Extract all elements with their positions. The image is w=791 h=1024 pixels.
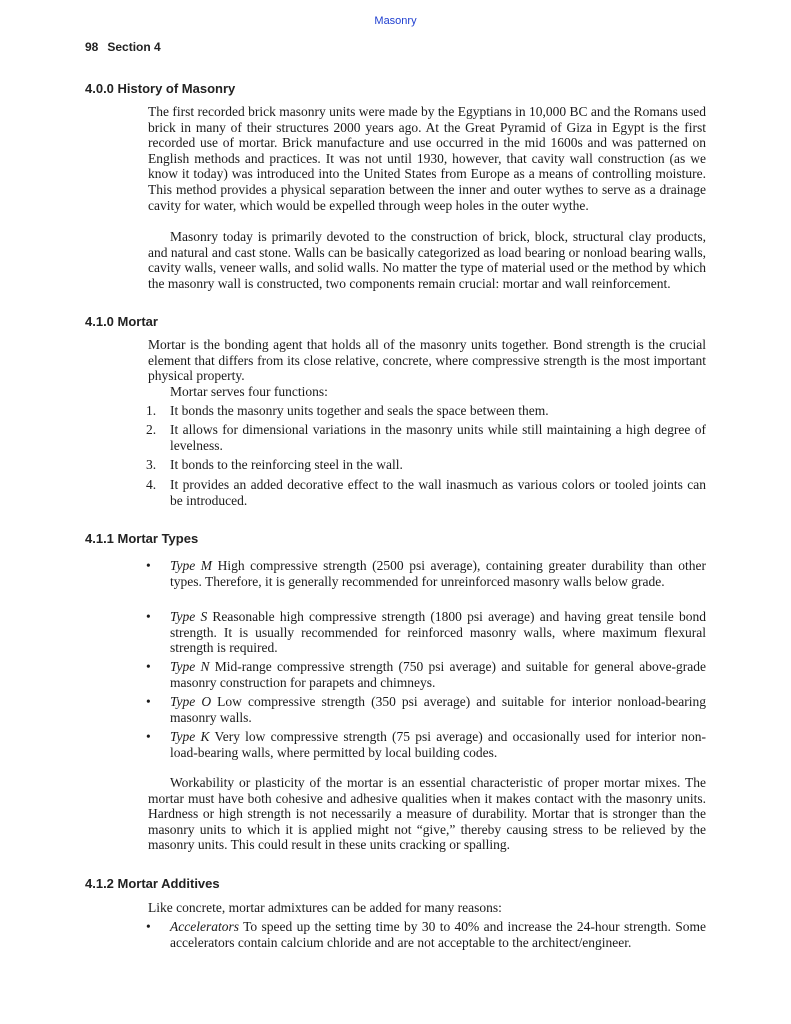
page-number: 98 xyxy=(85,40,99,54)
mortar-type-item xyxy=(146,694,706,725)
heading-mortar-types: 4.1.1 Mortar Types xyxy=(85,531,199,546)
list-item-text: It provides an added decorative effect to the wall inasmuch as various colors or tooled joints can be introduced. xyxy=(170,477,706,508)
list-item-number: 2. xyxy=(146,422,157,437)
list-item-text: It bonds the masonry units together and seals the space between them. xyxy=(170,403,549,418)
mortar-type-term: Type K xyxy=(170,729,210,744)
mortar-type-description: Reasonable high compressive strength (1800 psi average) and having great tensile bond strength. It is usually recommended for reinforced masonry walls, where maximum flexural strength is required. xyxy=(170,609,706,656)
running-head: Masonry xyxy=(374,15,417,27)
heading-mortar: 4.1.0 Mortar xyxy=(85,314,158,329)
mortar-type-term: Type O xyxy=(170,694,212,709)
workability-paragraph: Workability or plasticity of the mortar is an essential characteristic of proper mortar mixes. The mortar must have both cohesive and adhesive qualities when it makes contact with the masonry units. Hardness or high strength is not necessarily a measure of durability. Mortar that is stronger than the masonry units to which it is applied might not “give,” thereby causing stress to be relieved by the masonry units. This could result in these units cracking or spalling. xyxy=(148,775,706,853)
list-item-text: It allows for dimensional variations in the masonry units while still maintaining a high degree of levelness. xyxy=(170,422,706,453)
bullet: • xyxy=(146,558,151,573)
mortar-type-item xyxy=(146,558,706,589)
list-item xyxy=(146,403,706,419)
folio xyxy=(85,40,161,54)
mortar-type-item xyxy=(146,659,706,690)
mortar-type-term: Type N xyxy=(170,659,210,674)
mortar-type-item xyxy=(146,729,706,760)
list-item xyxy=(146,477,706,508)
bullet: • xyxy=(146,609,151,624)
mortar-type-term: Type M xyxy=(170,558,213,573)
list-item-number: 3. xyxy=(146,457,157,472)
additive-term: Accelerators xyxy=(170,919,239,934)
section-label: Section 4 xyxy=(107,40,161,54)
history-paragraph-1: The first recorded brick masonry units were made by the Egyptians in 10,000 BC and the Romans used brick in many of their structures 2000 years ago. At the Great Pyramid of Giza in Egypt is the first recorded use of mortar. Brick manufacture and use occurred in the mid 1600s and was patterned on English methods and practices. It was not until 1930, however, that cavity wall construction (as we know it today) was introduced into the United States from Europe as a means of controlling moisture. This method provides a physical separation between the inner and outer wythes to serve as a drainage cavity for water, which would be expelled through weep holes in the outer wythe. xyxy=(148,104,706,213)
mortar-type-term: Type S xyxy=(170,609,208,624)
mortar-type-item xyxy=(146,609,706,656)
heading-mortar-additives: 4.1.2 Mortar Additives xyxy=(85,876,220,891)
bullet: • xyxy=(146,659,151,674)
additive-item xyxy=(146,919,706,950)
mortar-paragraph-1: Mortar is the bonding agent that holds all of the masonry units together. Bond strength is the crucial element that differs from its close relative, concrete, where compressive strength is the most important physical property. xyxy=(148,337,706,384)
mortar-type-description: Very low compressive strength (75 psi average) and occasionally used for interior non-load-bearing walls, where permitted by local building codes. xyxy=(170,729,706,760)
mortar-type-description: Mid-range compressive strength (750 psi average) and suitable for general above-grade masonry construction for parapets and chimneys. xyxy=(170,659,706,690)
list-item xyxy=(146,422,706,453)
bullet: • xyxy=(146,694,151,709)
mortar-type-description: High compressive strength (2500 psi average), containing greater durability than other types. Therefore, it is generally recommended for unreinforced masonry walls below grade. xyxy=(170,558,706,589)
heading-history-of-masonry: 4.0.0 History of Masonry xyxy=(85,81,236,96)
list-item-text: It bonds to the reinforcing steel in the wall. xyxy=(170,457,403,472)
list-item-number: 4. xyxy=(146,477,157,492)
list-item-number: 1. xyxy=(146,403,157,418)
history-paragraph-2: Masonry today is primarily devoted to the construction of brick, block, structural clay products, and natural and cast stone. Walls can be basically categorized as load bearing or nonload bearing walls, cavity walls, veneer walls, and solid walls. No matter the type of material used or the method by which the masonry wall is constructed, two components remain crucial: mortar and wall reinforcement. xyxy=(148,229,706,291)
mortar-paragraph-2: Mortar serves four functions: xyxy=(170,384,328,399)
additive-description: To speed up the setting time by 30 to 40% and increase the 24-hour strength. Some accelerators contain calcium chloride and are not acceptable to the architect/engineer. xyxy=(170,919,706,950)
additives-intro: Like concrete, mortar admixtures can be added for many reasons: xyxy=(148,900,502,915)
bullet: • xyxy=(146,729,151,744)
bullet: • xyxy=(146,919,151,934)
list-item xyxy=(146,457,706,473)
mortar-type-description: Low compressive strength (350 psi average) and suitable for interior nonload-bearing masonry walls. xyxy=(170,694,706,725)
